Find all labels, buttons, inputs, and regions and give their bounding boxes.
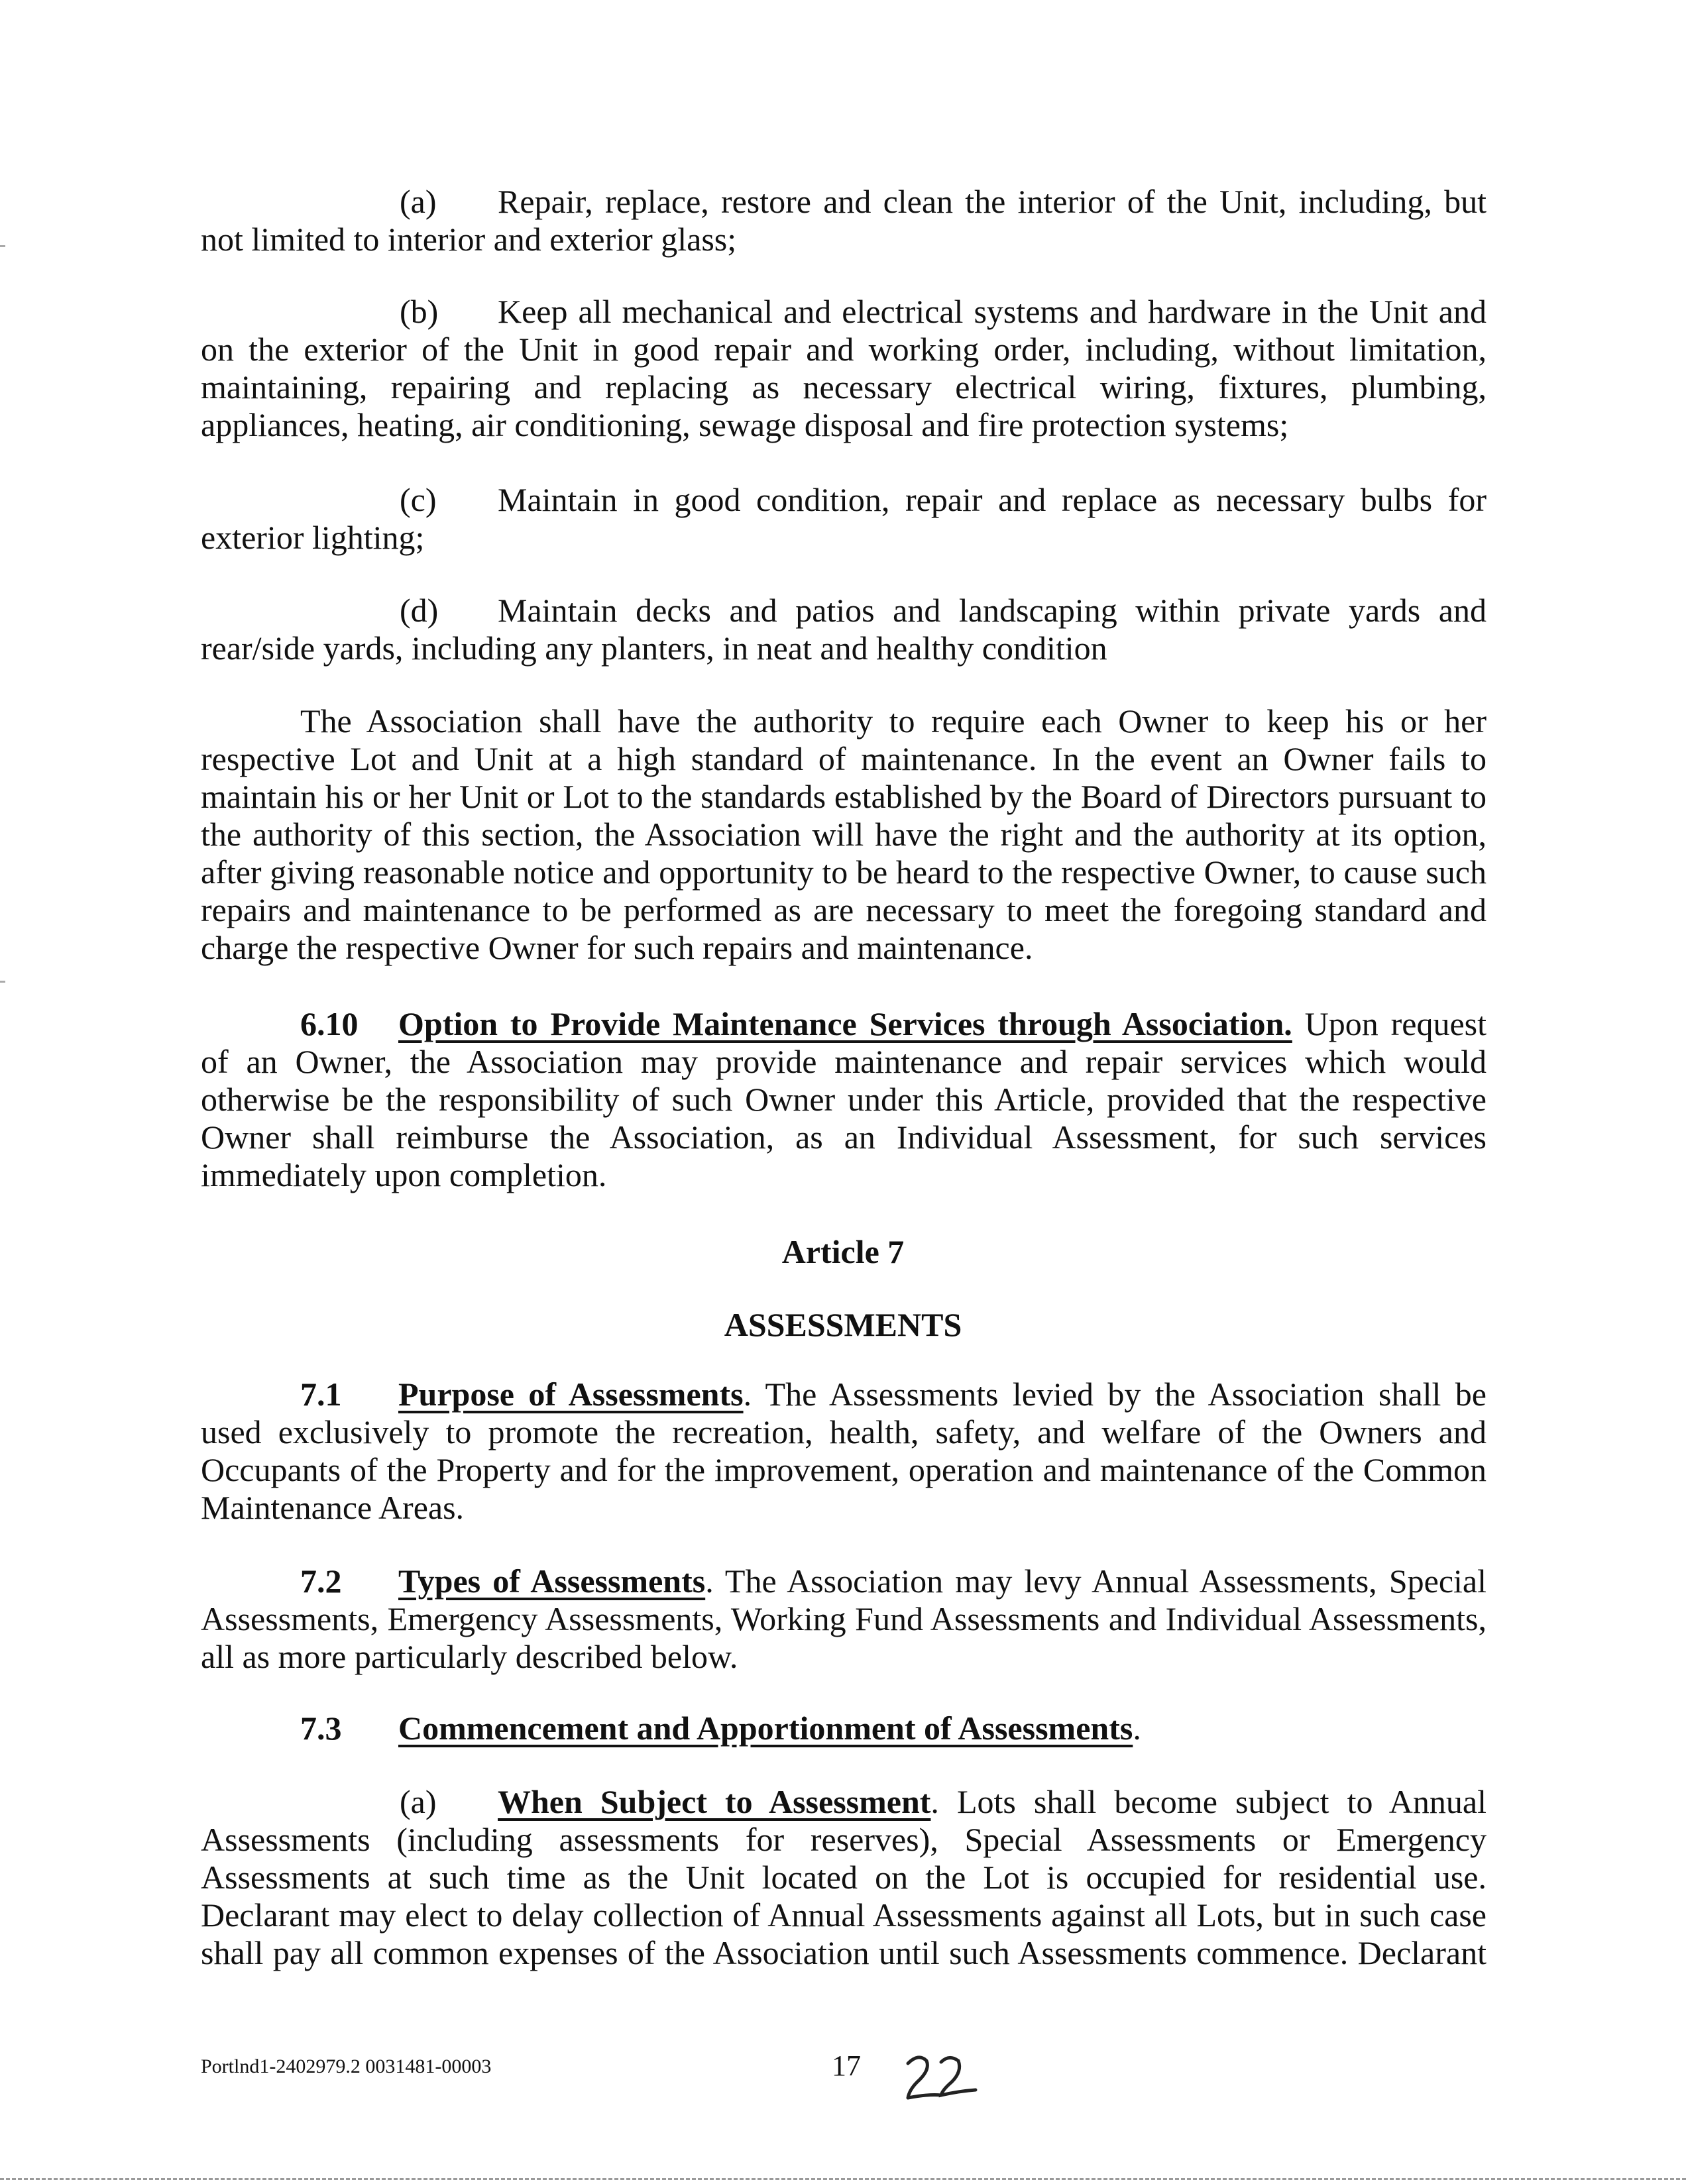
section-7-3 — [201, 1710, 1487, 1747]
item-d-line-2: rear/side yards, including any planters, in neat and healthy condition — [201, 629, 1107, 667]
section-7-3-a-line-1: (a) When Subject to Assessment. Lots shall become subject to Annual — [400, 1783, 1487, 1820]
item-c-label: (c) — [400, 481, 437, 518]
item-a-label: (a) — [400, 183, 437, 220]
association-line-7: charge the respective Owner for such repairs and maintenance. — [201, 929, 1033, 966]
section-7-1-title: Purpose of Assessments — [398, 1376, 744, 1413]
item-c-line-1: (c) Maintain in good condition, repair and replace as necessary bulbs for — [400, 481, 1487, 518]
handwritten-page-note — [903, 2051, 982, 2104]
association-line-3: maintain his or her Unit or Lot to the standards established by the Board of Directors pursuant to — [201, 778, 1487, 815]
section-7-2-line-3: all as more particularly described below. — [201, 1638, 738, 1675]
article-label: Article 7 — [781, 1233, 905, 1270]
item-c — [201, 481, 1487, 557]
item-d — [201, 592, 1487, 667]
item-a-line-1: (a) Repair, replace, restore and clean the interior of the Unit, including, but — [400, 183, 1487, 220]
section-7-3-a-label: (a) — [400, 1783, 437, 1820]
item-b-line-1: (b) Keep all mechanical and electrical systems and hardware in the Unit and — [400, 293, 1487, 330]
article-title: ASSESSMENTS — [724, 1306, 962, 1343]
item-b-line-4: appliances, heating, air conditioning, sewage disposal and fire protection systems; — [201, 406, 1289, 443]
section-7-3-title: Commencement and Apportionment of Assessments — [398, 1710, 1133, 1747]
association-line-6: repairs and maintenance to be performed as are necessary to meet the foregoing standard and — [201, 891, 1487, 928]
scan-edge-line — [0, 2178, 1686, 2180]
section-7-1 — [201, 1376, 1487, 1527]
section-7-3-a-line-4: Declarant may elect to delay collection of Annual Assessments against all Lots, but in such case — [201, 1896, 1487, 1934]
section-7-3-a — [201, 1783, 1487, 1972]
item-a — [201, 183, 1487, 258]
item-b-label: (b) — [400, 293, 439, 330]
scan-mark — [0, 981, 5, 983]
section-6-10-line-5: immediately upon completion. — [201, 1156, 607, 1193]
association-line-5: after giving reasonable notice and opportunity to be heard to the respective Owner, to cause such — [201, 853, 1487, 891]
section-7-2-number: 7.2 — [300, 1562, 342, 1600]
item-d-line-1: (d) Maintain decks and patios and landscaping within private yards and — [400, 592, 1487, 629]
section-7-3-number: 7.3 — [300, 1710, 342, 1747]
association-paragraph — [201, 702, 1487, 967]
section-6-10-title: Option to Provide Maintenance Services through Association. — [398, 1005, 1292, 1042]
section-7-3-a-line-2: Assessments (including assessments for reserves), Special Assessments or Emergency — [201, 1821, 1487, 1858]
section-6-10-line-1: 6.10 Option to Provide Maintenance Services through Association. Upon request — [300, 1005, 1487, 1042]
item-b-line-2: on the exterior of the Unit in good repair and working order, including, without limitation, — [201, 331, 1487, 368]
section-7-2-line-2: Assessments, Emergency Assessments, Working Fund Assessments and Individual Assessments, — [201, 1600, 1487, 1637]
item-b — [201, 293, 1487, 444]
section-6-10 — [201, 1005, 1487, 1194]
section-7-3-a-title: When Subject to Assessment — [498, 1783, 931, 1820]
item-b-line-3: maintaining, repairing and replacing as necessary electrical wiring, fixtures, plumbing, — [201, 368, 1487, 406]
section-7-1-line-1: 7.1 Purpose of Assessments. The Assessments levied by the Association shall be — [300, 1376, 1487, 1413]
section-7-1-line-2: used exclusively to promote the recreation, health, safety, and welfare of the Owners and — [201, 1413, 1487, 1450]
association-line-4: the authority of this section, the Association will have the right and the authority at its option, — [201, 816, 1487, 853]
association-line-2: respective Lot and Unit at a high standard of maintenance. In the event an Owner fails to — [201, 740, 1487, 777]
section-7-1-line-4: Maintenance Areas. — [201, 1489, 465, 1526]
section-6-10-line-3: otherwise be the responsibility of such Owner under this Article, provided that the respective — [201, 1081, 1487, 1118]
section-7-1-line-3: Occupants of the Property and for the improvement, operation and maintenance of the Common — [201, 1451, 1487, 1488]
section-7-3-a-line-5: shall pay all common expenses of the Association until such Assessments commence. Declarant — [201, 1934, 1487, 1971]
section-7-2 — [201, 1562, 1487, 1676]
section-7-3-line-1: 7.3 Commencement and Apportionment of Assessments. — [300, 1710, 1141, 1747]
section-6-10-line-4: Owner shall reimburse the Association, as an Individual Assessment, for such services — [201, 1119, 1487, 1156]
section-7-3-a-line-3: Assessments at such time as the Unit located on the Lot is occupied for residential use. — [201, 1859, 1487, 1896]
scan-mark — [0, 245, 5, 247]
item-a-line-2: not limited to interior and exterior glass; — [201, 221, 737, 258]
section-6-10-line-2: of an Owner, the Association may provide maintenance and repair services which would — [201, 1043, 1487, 1080]
item-d-label: (d) — [400, 592, 439, 629]
item-c-line-2: exterior lighting; — [201, 519, 425, 556]
page-number: 17 — [832, 2049, 861, 2082]
association-line-1: The Association shall have the authority to require each Owner to keep his or her — [300, 702, 1487, 739]
footer-doc-id: Portlnd1-2402979.2 0031481-00003 — [201, 2055, 492, 2077]
section-7-2-line-1: 7.2 Types of Assessments. The Association may levy Annual Assessments, Special — [300, 1562, 1487, 1600]
section-7-2-title: Types of Assessments — [398, 1562, 706, 1600]
section-7-1-number: 7.1 — [300, 1376, 342, 1413]
section-6-10-number: 6.10 — [300, 1005, 359, 1042]
